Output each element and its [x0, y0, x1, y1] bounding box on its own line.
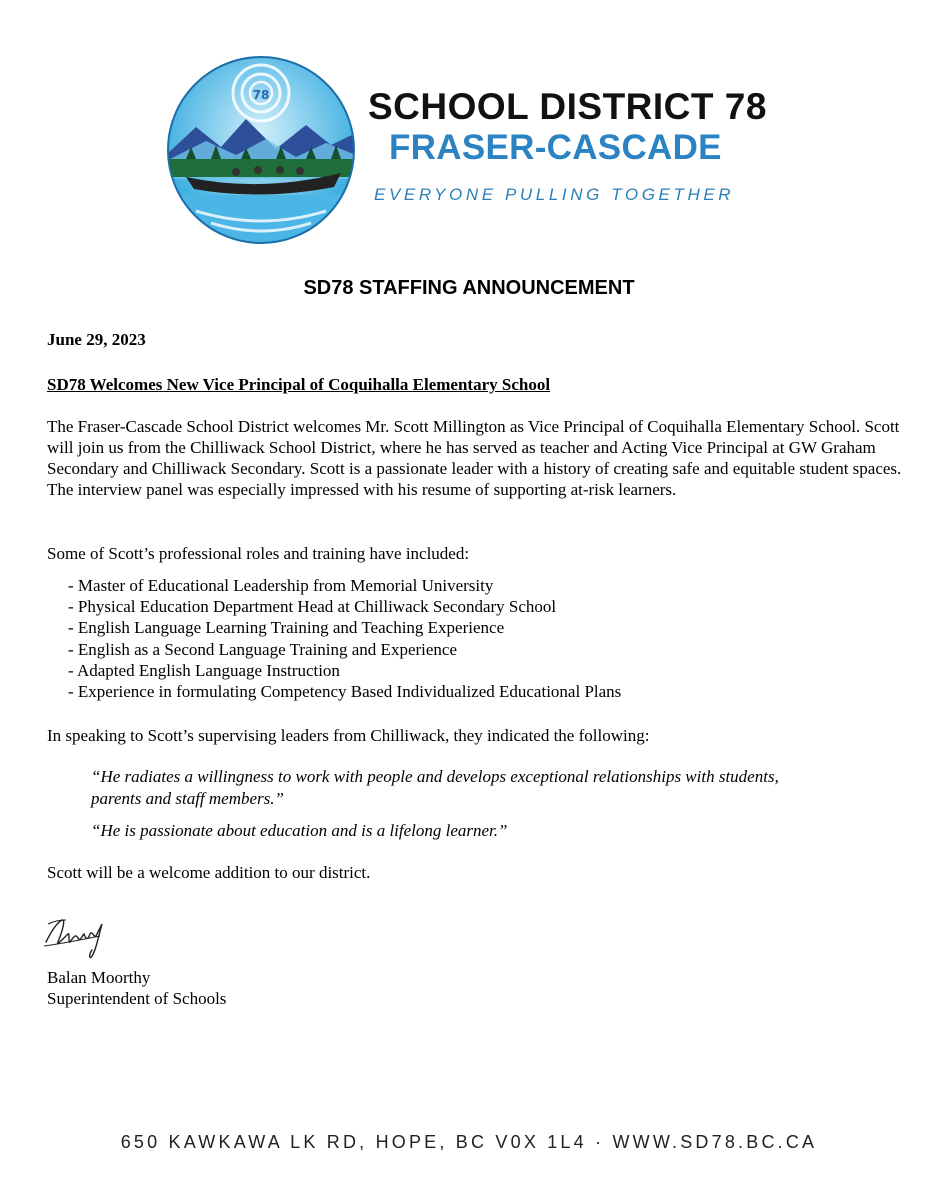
announcement-date: June 29, 2023	[47, 330, 146, 349]
quote-2: “He is passionate about education and is a lifelong learner.”	[91, 821, 508, 840]
signatory-title: Superintendent of Schools	[47, 989, 227, 1008]
list-item: - English as a Second Language Training and Experience	[68, 639, 458, 659]
roles-list	[68, 575, 621, 702]
list-item: - Adapted English Language Instruction	[68, 660, 340, 680]
list-item: - Experience in formulating Competency Based Individualized Educational Plans	[68, 682, 622, 702]
footer-address: 650 KAWKAWA LK RD, HOPE, BC V0X 1L4 · WWW.SD78.BC.CA	[120, 1132, 818, 1152]
district-logo-emblem	[166, 55, 356, 245]
svg-text:78: 78	[252, 88, 270, 102]
closing-line: Scott will be a welcome addition to our district.	[47, 863, 371, 882]
announcement-headline: SD78 Welcomes New Vice Principal of Coquihalla Elementary School	[47, 375, 551, 394]
list-item: - Physical Education Department Head at Chilliwack Secondary School	[68, 597, 557, 617]
signatory-name: Balan Moorthy	[47, 968, 151, 987]
quotes-intro: In speaking to Scott’s supervising leaders from Chilliwack, they indicated the following:	[47, 726, 650, 745]
handwritten-signature	[40, 910, 120, 965]
roles-intro: Some of Scott’s professional roles and training have included:	[47, 544, 470, 563]
org-subname: FRASER-CASCADE	[389, 128, 722, 167]
org-tagline: EVERYONE PULLING TOGETHER	[374, 185, 735, 204]
document-title: SD78 STAFFING ANNOUNCEMENT	[303, 277, 635, 299]
list-item: - Master of Educational Leadership from Memorial University	[68, 576, 494, 595]
quote-1: “He radiates a willingness to work with people and develops exceptional relationships with students, parents and staff members.”	[91, 767, 779, 808]
org-name: SCHOOL DISTRICT 78	[368, 86, 767, 127]
list-item: - English Language Learning Training and Teaching Experience	[68, 618, 505, 638]
intro-paragraph: The Fraser-Cascade School District welcomes Mr. Scott Millington as Vice Principal of Coquihalla Elementary School. Scott will join us from the Chilliwack School District, where he has served as teacher and Acting Vice Principal at GW Graham Secondary and Chilliwack Secondary. Scott is a passionate leader with a history of creating safe and equitable student spaces. The interview panel was especially impressed with his resume of supporting at-risk learners.	[47, 417, 902, 499]
